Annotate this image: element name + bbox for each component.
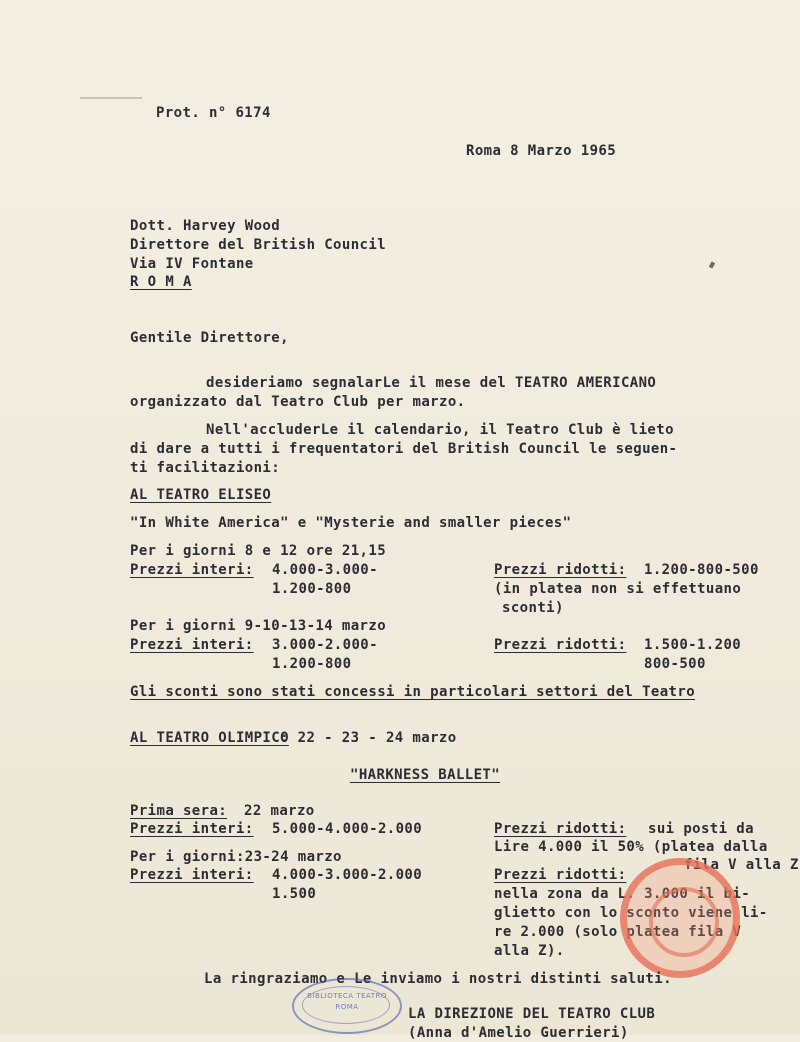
eliseo-heading: AL TEATRO ELISEO — [130, 487, 272, 503]
paragraph-2-line-1: Nell'accluderLe il calendario, il Teatro Club è lieto — [206, 422, 674, 438]
olimpico-ridotti-2-label: Prezzi ridotti: — [494, 867, 627, 883]
olimpico-interi-1-value: 5.000-4.000-2.000 — [272, 821, 423, 837]
olimpico-ridotti-1-label: Prezzi ridotti: — [494, 821, 627, 837]
olimpico-ridotti-2-text: nella zona da L. 3.000 il bi- — [494, 886, 751, 902]
eliseo-days-2: Per i giorni 9-10-13-14 marzo — [130, 618, 387, 634]
eliseo-interi-1-value-2: 1.200-800 — [272, 581, 352, 597]
ink-mark — [709, 261, 715, 268]
recipient-street: Via IV Fontane — [130, 256, 254, 272]
eliseo-ridotti-2-value-2: 800-500 — [644, 656, 706, 672]
olimpico-interi-2-value: 4.000-3.000-2.000 — [272, 867, 423, 883]
closing-line: La ringraziamo e Le inviamo i nostri distinti saluti. — [204, 971, 672, 987]
eliseo-discount-note: Gli sconti sono stati concessi in particolari settori del Teatro — [130, 684, 696, 700]
salutation: Gentile Direttore, — [130, 330, 289, 346]
blue-stamp-text-2: ROMA — [335, 1003, 359, 1011]
eliseo-ridotti-2-label: Prezzi ridotti: — [494, 637, 627, 653]
eliseo-interi-2-value: 3.000-2.000- — [272, 637, 378, 653]
signature-line: LA DIREZIONE DEL TEATRO CLUB — [408, 1006, 656, 1022]
olimpico-ridotti-1-text: sui posti da — [648, 821, 754, 837]
olimpico-ridotti-1-text-2: Lire 4.000 il 50% (platea dalla — [494, 839, 768, 855]
olimpico-dates: : 22 - 23 - 24 marzo — [280, 730, 457, 746]
olimpico-ridotti-1-text-3: fila V alla Z — [684, 857, 799, 873]
protocol-number: Prot. n° 6174 — [156, 105, 271, 121]
blue-library-stamp — [292, 978, 402, 1034]
olimpico-interi-2-value-2: 1.500 — [272, 886, 317, 902]
signature-name: (Anna d'Amelio Guerrieri) — [408, 1025, 629, 1041]
blue-stamp-text: BIBLIOTECA TEATRO — [307, 992, 387, 1000]
olimpico-interi-1-label: Prezzi interi: — [130, 821, 254, 837]
olimpico-show-title: "HARKNESS BALLET" — [350, 767, 501, 783]
eliseo-ridotti-1-note-2: sconti) — [502, 600, 564, 616]
eliseo-ridotti-1-note: (in platea non si effettuano — [494, 581, 742, 597]
eliseo-interi-1-label: Prezzi interi: — [130, 562, 254, 578]
paragraph-2-line-2: di dare a tutti i frequentatori del British Council le seguen- — [130, 441, 678, 457]
olimpico-days: Per i giorni:23-24 marzo — [130, 849, 342, 865]
olimpico-ridotti-2-text-3: re 2.000 (solo platea fila V — [494, 924, 742, 940]
recipient-name: Dott. Harvey Wood — [130, 218, 281, 234]
letter-date: Roma 8 Marzo 1965 — [466, 143, 617, 159]
eliseo-titles: "In White America" e "Mysterie and smaller pieces" — [130, 515, 572, 531]
recipient-city: R O M A — [130, 274, 192, 290]
paragraph-1-line-2: organizzato dal Teatro Club per marzo. — [130, 394, 466, 410]
red-library-stamp — [620, 858, 740, 978]
eliseo-days-1: Per i giorni 8 e 12 ore 21,15 — [130, 543, 387, 559]
olimpico-interi-2-label: Prezzi interi: — [130, 867, 254, 883]
olimpico-prima-value: 22 marzo — [244, 803, 315, 819]
eliseo-ridotti-1-value: 1.200-800-500 — [644, 562, 759, 578]
eliseo-interi-2-label: Prezzi interi: — [130, 637, 254, 653]
eliseo-ridotti-1-label: Prezzi ridotti: — [494, 562, 627, 578]
margin-dash — [80, 97, 142, 99]
paragraph-2-line-3: ti facilitazioni: — [130, 460, 281, 476]
eliseo-interi-2-value-2: 1.200-800 — [272, 656, 352, 672]
olimpico-ridotti-2-text-4: alla Z). — [494, 943, 565, 959]
olimpico-ridotti-2-text-2: glietto con lo sconto viene li- — [494, 905, 768, 921]
recipient-title: Direttore del British Council — [130, 237, 387, 253]
paragraph-1-line-1: desideriamo segnalarLe il mese del TEATRO AMERICANO — [206, 375, 657, 391]
eliseo-interi-1-value: 4.000-3.000- — [272, 562, 378, 578]
olimpico-heading: AL TEATRO OLIMPICO — [130, 730, 289, 746]
eliseo-ridotti-2-value: 1.500-1.200 — [644, 637, 742, 653]
olimpico-prima-label: Prima sera: — [130, 803, 228, 819]
